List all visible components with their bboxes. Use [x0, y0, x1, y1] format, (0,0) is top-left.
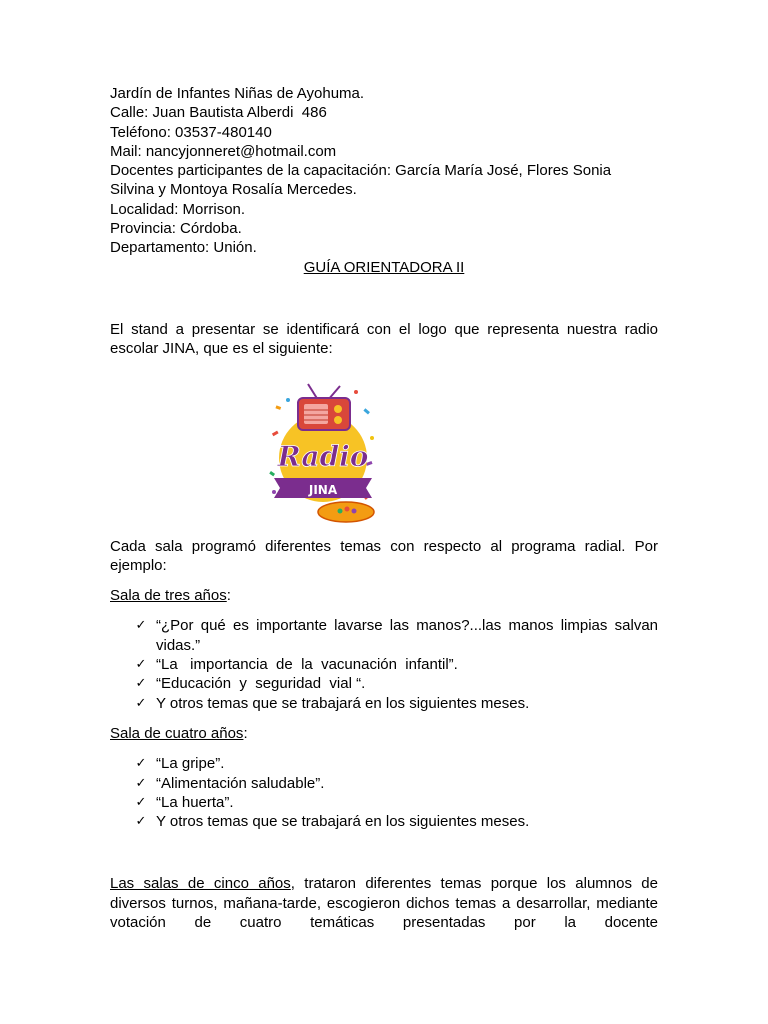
list-item — [110, 674, 658, 693]
list-item-text: Y otros temas que se trabajará en los siguientes meses. — [156, 813, 530, 831]
sala3-heading: Sala de tres años — [110, 587, 227, 605]
radio-jina-logo — [268, 380, 378, 525]
list-item — [110, 616, 658, 655]
radio-icon — [298, 384, 350, 430]
sala3-colon: : — [226, 587, 231, 605]
phone-line: Teléfono: 03537-480140 — [110, 123, 272, 141]
list-item — [110, 655, 658, 674]
list-item — [110, 754, 658, 773]
checkmark-icon: ✓ — [135, 794, 147, 810]
teachers-line-2: Silvina y Montoya Rosalía Mercedes. — [110, 181, 357, 199]
list-item — [110, 774, 658, 793]
sala4-list — [110, 754, 658, 831]
sala4-colon: : — [243, 724, 248, 742]
page-title: GUÍA ORIENTADORA II — [303, 258, 465, 276]
checkmark-icon: ✓ — [135, 756, 147, 772]
programs-paragraph: Cada sala programó diferentes temas con respecto al programa radial. Por ejemplo: — [110, 537, 658, 574]
address-line: Calle: Juan Bautista Alberdi 486 — [110, 104, 327, 122]
radio-jina-logo-image — [268, 380, 378, 525]
list-item — [110, 793, 658, 812]
list-item-text: Y otros temas que se trabajará en los siguientes meses. — [156, 694, 530, 712]
sala5-heading: Las salas de cinco años — [110, 875, 291, 893]
logo-word-radio: Radio — [277, 440, 369, 473]
checkmark-icon: ✓ — [135, 657, 147, 673]
logo-banner — [274, 478, 372, 498]
sala5-text: , trataron diferentes temas porque los alumnos de diversos turnos, mañana-tarde, escogieron dichos temas a desarrollar, mediante votación de cuatro temáticas presentadas por la docente — [110, 875, 658, 932]
province-line: Provincia: Córdoba. — [110, 220, 242, 238]
intro-paragraph: El stand a presentar se identificará con el logo que representa nuestra radio escolar JINA, que es el siguiente: — [110, 320, 658, 358]
sala5-paragraph — [110, 874, 658, 932]
list-item — [110, 812, 658, 831]
sala3-list — [110, 616, 658, 712]
mail-line: Mail: nancyjonneret@hotmail.com — [110, 142, 337, 160]
locality-line: Localidad: Morrison. — [110, 200, 246, 218]
teachers-line-1: Docentes participantes de la capacitación: García María José, Flores Sonia — [110, 162, 612, 180]
checkmark-icon: ✓ — [135, 618, 147, 634]
sala3-heading-line — [110, 586, 658, 605]
checkmark-icon: ✓ — [135, 814, 147, 830]
checkmark-icon: ✓ — [135, 695, 147, 711]
header-block — [110, 84, 658, 258]
list-item-text: “Educación y seguridad vial “. — [156, 675, 366, 693]
logo-word-jina: JINA — [308, 483, 338, 497]
list-item — [110, 694, 658, 713]
list-item-text: “La importancia de la vacunación infantil”. — [156, 656, 458, 674]
checkmark-icon: ✓ — [135, 775, 147, 791]
document-page — [110, 84, 658, 932]
list-item-text: “¿Por qué es importante lavarse las manos?...las manos limpias salvan vidas.” — [156, 617, 658, 654]
list-item-text: “Alimentación saludable”. — [156, 774, 325, 792]
list-item-text: “La huerta”. — [156, 793, 234, 811]
logo-plate — [318, 502, 374, 522]
checkmark-icon: ✓ — [135, 676, 147, 692]
school-name: Jardín de Infantes Niñas de Ayohuma. — [110, 85, 365, 102]
sala4-heading: Sala de cuatro años — [110, 724, 244, 742]
list-item-text: “La gripe”. — [156, 755, 225, 773]
department-line: Departamento: Unión. — [110, 239, 257, 257]
sala4-heading-line — [110, 724, 658, 743]
